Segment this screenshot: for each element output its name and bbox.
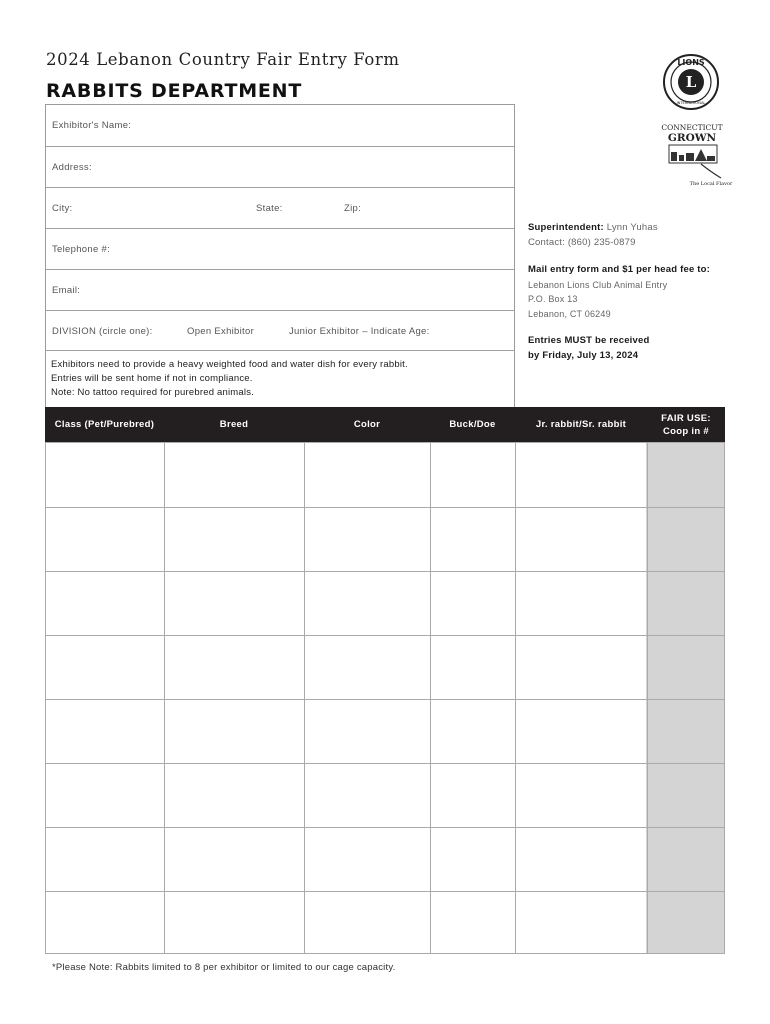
col-jr-sr: Jr. rabbit/Sr. rabbit bbox=[535, 419, 627, 430]
contact-info bbox=[528, 221, 758, 363]
superintendent-label: Superintendent: bbox=[528, 222, 604, 233]
fair-use-line2: Coop in # bbox=[663, 425, 709, 437]
table-header bbox=[45, 407, 725, 442]
ct-grown-line2: GROWN bbox=[667, 132, 717, 144]
mail-address-line: Lebanon Lions Club Animal Entry bbox=[528, 279, 668, 290]
mail-heading: Mail entry form and $1 per head fee to: bbox=[528, 264, 711, 275]
note-line: Note: No tattoo required for purebred animals. bbox=[51, 387, 254, 398]
ct-grown-line1: CONNECTICUT bbox=[661, 123, 723, 132]
lions-text: LIONS bbox=[677, 58, 705, 67]
email-row[interactable] bbox=[46, 269, 514, 311]
state-label: State: bbox=[256, 203, 283, 214]
telephone-row[interactable] bbox=[46, 228, 514, 270]
exhibitor-notes bbox=[51, 358, 408, 400]
mail-address-line: Lebanon, CT 06249 bbox=[528, 308, 611, 319]
zip-label: Zip: bbox=[344, 203, 362, 214]
barn-landscape-icon bbox=[669, 145, 721, 178]
email-label: Email: bbox=[52, 285, 81, 296]
col-breed: Breed bbox=[219, 419, 249, 430]
lions-club-logo bbox=[655, 52, 733, 192]
city-state-zip-row[interactable] bbox=[46, 187, 514, 229]
ct-tagline: The Local Flavor bbox=[689, 181, 733, 187]
superintendent-name: Lynn Yuhas bbox=[606, 222, 658, 233]
table-row[interactable] bbox=[46, 699, 724, 763]
contact-phone: Contact: (860) 235-0879 bbox=[528, 236, 636, 248]
table-row[interactable] bbox=[46, 763, 724, 827]
entry-grid bbox=[45, 442, 725, 954]
division-open-option[interactable]: Open Exhibitor bbox=[187, 326, 255, 337]
col-buck-doe: Buck/Doe bbox=[449, 419, 496, 430]
col-fair-use bbox=[647, 407, 725, 442]
form-title: 2024 Lebanon Country Fair Entry Form bbox=[46, 50, 400, 69]
note-line: Entries will be sent home if not in compliance. bbox=[51, 373, 253, 384]
footnote: *Please Note: Rabbits limited to 8 per exhibitor or limited to our cage capacity. bbox=[52, 962, 396, 973]
lions-letter: L bbox=[685, 73, 697, 91]
address-row[interactable] bbox=[46, 146, 514, 188]
superintendent-line bbox=[528, 221, 758, 236]
col-color: Color bbox=[353, 419, 381, 430]
name-row[interactable] bbox=[46, 105, 514, 146]
fair-use-line1: FAIR USE: bbox=[661, 412, 711, 424]
note-line: Exhibitors need to provide a heavy weighted food and water dish for every rabbit. bbox=[51, 359, 408, 370]
table-row[interactable] bbox=[46, 571, 724, 635]
address-label: Address: bbox=[52, 162, 92, 173]
col-class: Class (Pet/Purebred) bbox=[54, 419, 155, 430]
table-row[interactable] bbox=[46, 891, 724, 955]
logos-area bbox=[655, 52, 733, 192]
table-row[interactable] bbox=[46, 507, 724, 571]
department-heading: RABBITS DEPARTMENT bbox=[46, 80, 303, 102]
division-label: DIVISION (circle one): bbox=[52, 326, 153, 337]
division-row[interactable] bbox=[46, 310, 514, 351]
table-row[interactable] bbox=[46, 827, 724, 891]
telephone-label: Telephone #: bbox=[52, 244, 111, 255]
deadline-line: Entries MUST be received bbox=[528, 335, 650, 346]
table-row[interactable] bbox=[46, 443, 724, 507]
city-label: City: bbox=[52, 203, 73, 214]
table-row[interactable] bbox=[46, 635, 724, 699]
lions-ring-text: INTERNATIONAL bbox=[676, 101, 706, 105]
mail-address-line: P.O. Box 13 bbox=[528, 294, 578, 304]
deadline-line: by Friday, July 13, 2024 bbox=[528, 349, 639, 361]
division-junior-option[interactable]: Junior Exhibitor – Indicate Age: bbox=[289, 326, 430, 337]
name-label: Exhibitor's Name: bbox=[52, 120, 132, 131]
